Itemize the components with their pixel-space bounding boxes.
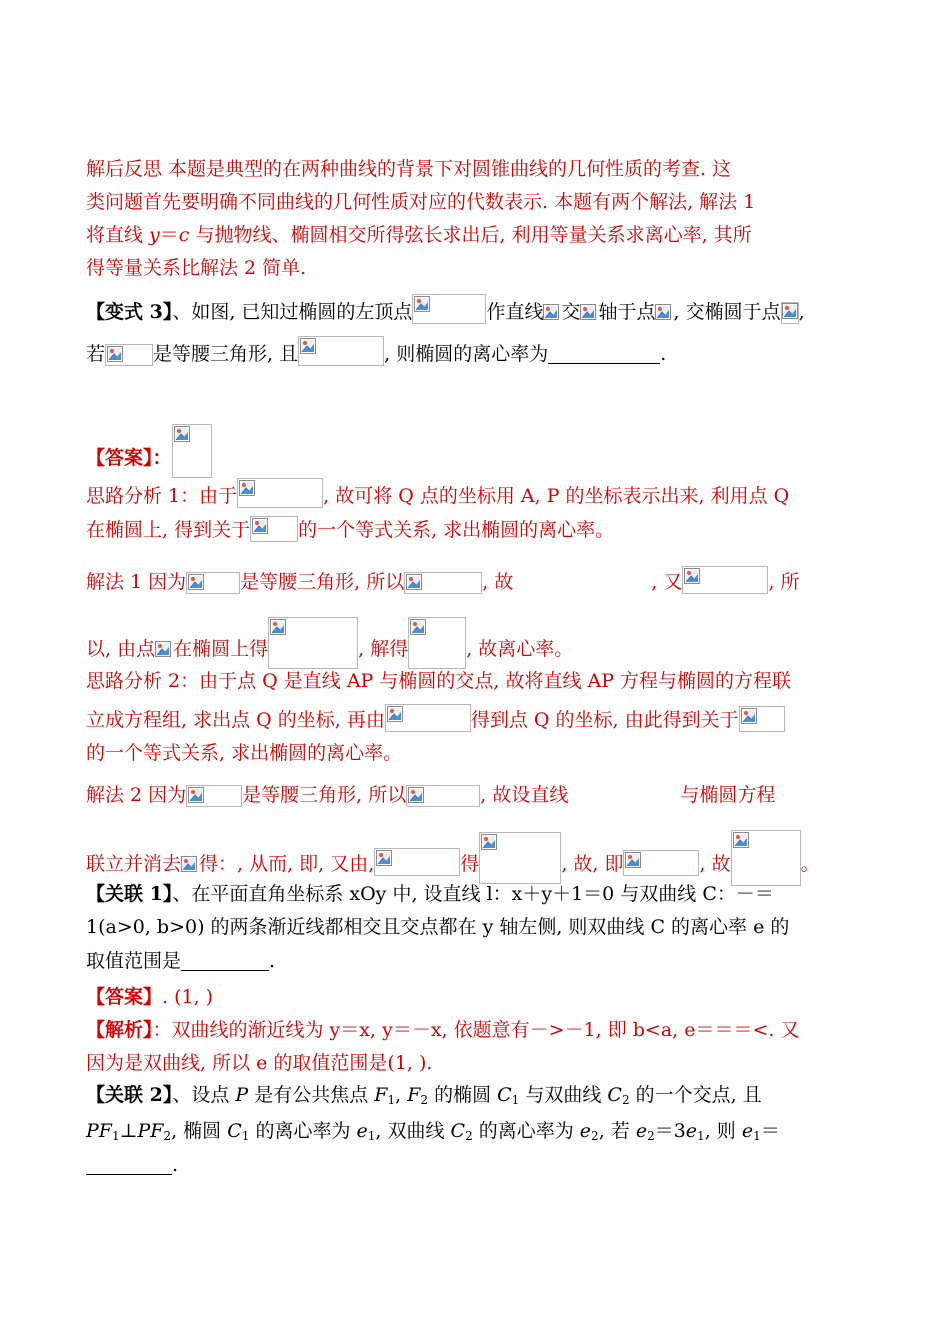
variant3-tag: 【变式 3】	[86, 301, 173, 323]
image-placeholder	[404, 572, 482, 594]
variant3-line-2: 若 是等腰三角形, 且 , 则椭圆的离心率为 .	[86, 336, 864, 368]
image-placeholder	[655, 304, 673, 324]
image-placeholder	[250, 516, 298, 542]
broken-image-icon	[655, 304, 671, 320]
broken-image-icon	[580, 304, 596, 320]
image-placeholder	[186, 572, 240, 594]
image-placeholder	[412, 294, 486, 324]
broken-image-icon	[188, 787, 204, 803]
image-placeholder	[543, 304, 561, 324]
link2-line-2: $PF_1\perp PF_2$, 椭圆 $C_1$ 的离心率为 $e_1$, 双曲线 $C_2$ 的离心率为 $e_2$, 若 $e_2=3e_1$, 则 $e_1=$	[86, 1120, 780, 1143]
reflection-line-1: 解后反思 本题是典型的在两种曲线的背景下对圆锥曲线的几何性质的考查. 这	[86, 158, 732, 180]
method2-line-2: 联立并消去 得：, 从而, 即, 又由, 得 , 故, 即 , 故 。	[86, 830, 864, 886]
broken-image-icon	[376, 850, 392, 866]
broken-image-icon	[300, 338, 316, 354]
answer-blank[interactable]	[86, 1174, 172, 1175]
broken-image-icon	[733, 832, 749, 848]
broken-image-icon	[410, 619, 426, 635]
broken-image-icon	[741, 708, 757, 724]
broken-image-icon	[625, 852, 641, 868]
analysis1-line-1: 思路分析 1：由于 , 故可将 Q 点的坐标用 A, P 的坐标表示出来, 利用点 Q	[86, 478, 864, 510]
image-placeholder	[479, 832, 561, 884]
image-placeholder	[186, 785, 242, 807]
broken-image-icon	[155, 641, 171, 657]
variant3-line-1: 【变式 3】、如图, 已知过椭圆的左顶点 作直线 交 轴于点 , 交椭圆于点 ,	[86, 294, 864, 326]
image-placeholder	[731, 830, 801, 886]
link2-line-3: .	[86, 1152, 864, 1179]
link2-line-1: 【关联 2】、设点 P 是有公共焦点 $F_1$, $F_2$ 的椭圆 $C_1$ 与双曲线 $C_2$ 的一个交点, 且	[86, 1084, 762, 1107]
broken-image-icon	[181, 856, 197, 872]
broken-image-icon	[481, 834, 497, 850]
method1-line-2: 以, 由点 在椭圆上得 , 解得 , 故离心率。	[86, 617, 864, 669]
answer-line	[86, 424, 864, 478]
image-placeholder	[374, 848, 460, 876]
image-placeholder	[580, 304, 598, 324]
answer-blank[interactable]	[181, 970, 269, 971]
image-placeholder	[181, 856, 199, 876]
analysis2-line-2: 立成方程组, 求出点 Q 的坐标, 再由 得到点 Q 的坐标, 由此得到关于	[86, 704, 864, 734]
broken-image-icon	[543, 304, 559, 320]
broken-image-icon	[239, 480, 255, 496]
image-placeholder	[237, 478, 323, 508]
analysis1-line-2: 在椭圆上, 得到关于 的一个等式关系, 求出椭圆的离心率。	[86, 516, 864, 544]
link1-tag: 【关联 1】	[86, 883, 173, 905]
link1-explanation-2: 因为是双曲线, 所以 e 的取值范围是(1, ).	[86, 1052, 433, 1074]
answer-label: 【答案】：	[86, 447, 172, 469]
analysis2-line-3: 的一个等式关系, 求出椭圆的离心率。	[86, 742, 403, 764]
analysis2-line-1: 思路分析 2：由于点 Q 是直线 AP 与椭圆的交点, 故将直线 AP 方程与椭圆的方程联	[86, 670, 792, 692]
broken-image-icon	[684, 568, 700, 584]
broken-image-icon	[406, 574, 422, 590]
broken-image-icon	[270, 619, 286, 635]
broken-image-icon	[408, 787, 424, 803]
image-placeholder	[739, 706, 785, 732]
broken-image-icon	[782, 303, 798, 319]
image-placeholder	[623, 850, 699, 876]
image-placeholder	[172, 424, 212, 478]
broken-image-icon	[252, 518, 268, 534]
image-placeholder	[298, 336, 384, 366]
broken-image-icon	[174, 426, 190, 442]
answer-blank[interactable]	[548, 363, 660, 364]
image-placeholder	[406, 785, 480, 807]
reflection-line-3: 将直线 y＝c 与抛物线、椭圆相交所得弦长求出后, 利用等量关系求离心率, 其所	[86, 224, 752, 246]
broken-image-icon	[188, 574, 204, 590]
broken-image-icon	[414, 296, 430, 312]
image-placeholder	[408, 617, 466, 669]
link1-line-2: 1(a>0, b>0) 的两条渐近线都相交且交点都在 y 轴左侧, 则双曲线 C 的离心率 e 的	[86, 916, 790, 938]
image-placeholder	[385, 704, 471, 732]
link1-line-3: 取值范围是 .	[86, 950, 276, 972]
link1-line-1: 【关联 1】、在平面直角坐标系 xOy 中, 设直线 l：x＋y＋1＝0 与双曲线 C：－＝	[86, 883, 774, 905]
broken-image-icon	[107, 346, 123, 362]
reflection-line-2: 类问题首先要明确不同曲线的几何性质对应的代数表示. 本题有两个解法, 解法 1	[86, 191, 756, 213]
image-placeholder	[155, 641, 173, 661]
image-placeholder	[781, 302, 799, 324]
image-placeholder	[268, 617, 358, 669]
reflection-line-4: 得等量关系比解法 2 简单.	[86, 257, 307, 279]
image-placeholder	[682, 566, 768, 594]
link1-answer: 【答案】. (1, )	[86, 986, 214, 1008]
link2-tag: 【关联 2】	[86, 1084, 173, 1106]
method1-line-1: 解法 1 因为 是等腰三角形, 所以 , 故 , 又 , 所	[86, 566, 864, 596]
broken-image-icon	[387, 706, 403, 722]
link1-explanation-1: 【解析】：双曲线的渐近线为 y＝x, y＝－x, 依题意有－>－1, 即 b<a, e＝＝＝<. 又	[86, 1019, 800, 1041]
method2-line-1: 解法 2 因为 是等腰三角形, 所以 , 故设直线 与椭圆方程	[86, 784, 776, 806]
image-placeholder	[105, 344, 153, 366]
